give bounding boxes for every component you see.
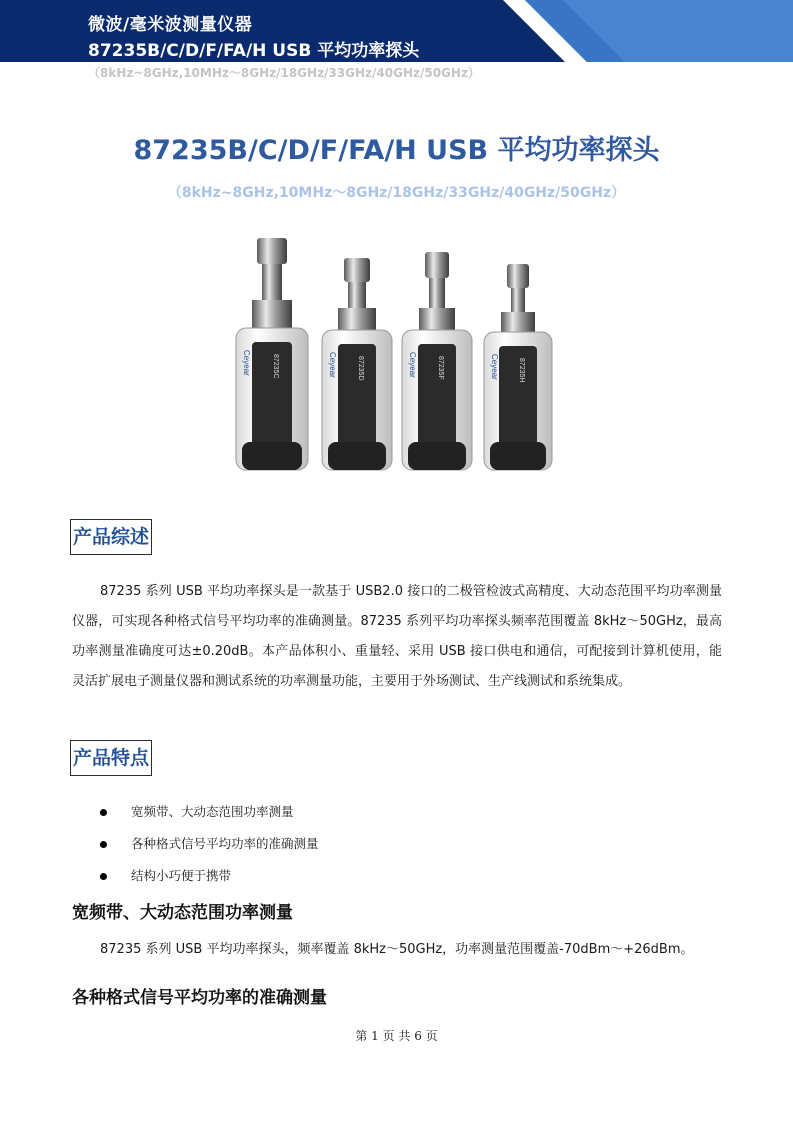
bullet-icon — [100, 873, 107, 880]
header-product-name: 87235B/C/D/F/FA/H USB 平均功率探头 — [88, 41, 420, 61]
page-title: 87235B/C/D/F/FA/H USB 平均功率探头 — [133, 135, 660, 166]
list-item — [100, 796, 319, 828]
wideband-text: 87235 系列 USB 平均功率探头，频率覆盖 8kHz～50GHz，功率测量范围覆盖-70dBm～+26dBm。 — [100, 942, 694, 957]
header-accent-wedge — [503, 0, 793, 62]
bullet-icon — [100, 809, 107, 816]
overview-paragraph — [72, 577, 722, 697]
header-band — [0, 0, 793, 62]
list-item — [100, 860, 319, 892]
probe-model-label: 87235H — [518, 358, 525, 383]
page-number: 第 1 页 共 6 页 — [355, 1029, 438, 1043]
feature-text: 结构小巧便于携带 — [131, 868, 232, 883]
section-heading-overview: 产品综述 — [70, 519, 152, 555]
section-heading-features: 产品特点 — [70, 740, 152, 776]
feature-text: 宽频带、大动态范围功率测量 — [131, 804, 294, 819]
wideband-paragraph — [72, 935, 722, 965]
title-frequency-range: （8kHz~8GHz,10MHz～8GHz/18GHz/33GHz/40GHz/50GHz） — [167, 185, 626, 201]
probe-brand-label: Ceyear — [408, 352, 417, 378]
probe-87235F — [402, 252, 472, 470]
subheading-wideband: 宽频带、大动态范围功率测量 — [72, 903, 293, 923]
subheading-accuracy: 各种格式信号平均功率的准确测量 — [72, 988, 327, 1008]
feature-list — [100, 796, 319, 892]
bullet-icon — [100, 841, 107, 848]
overview-text: 87235 系列 USB 平均功率探头是一款基于 USB2.0 接口的二极管检波式高精度、大动态范围平均功率测量仪器，可实现各种格式信号平均功率的准确测量。87235 系列平均功率探头频率范围覆盖 8kHz～50GHz，最高功率测量准确度可达±0.20dB。本产品体积小、重量轻、采用 USB 接口供电和通信，可配接到计算机使用，能灵活扩展电子测量仪器和测试系统的功率测量功能，主要用于外场测试、生产线测试和系统集成。 — [72, 584, 722, 689]
header-category: 微波/毫米波测量仪器 — [88, 15, 253, 35]
list-item — [100, 828, 319, 860]
product-photo — [222, 230, 592, 490]
probe-87235C — [236, 238, 308, 470]
probe-87235D — [322, 258, 392, 470]
probe-model-label: 87235F — [437, 356, 444, 380]
probe-brand-label: Ceyear — [490, 354, 499, 380]
probe-brand-label: Ceyear — [242, 350, 251, 376]
probe-model-label: 87235C — [272, 354, 279, 379]
header-frequency-range: （8kHz~8GHz,10MHz～8GHz/18GHz/33GHz/40GHz/50GHz） — [88, 66, 480, 80]
probe-model-label: 87235D — [357, 356, 364, 381]
probe-87235H — [484, 264, 552, 470]
probe-brand-label: Ceyear — [328, 352, 337, 378]
feature-text: 各种格式信号平均功率的准确测量 — [131, 836, 319, 851]
